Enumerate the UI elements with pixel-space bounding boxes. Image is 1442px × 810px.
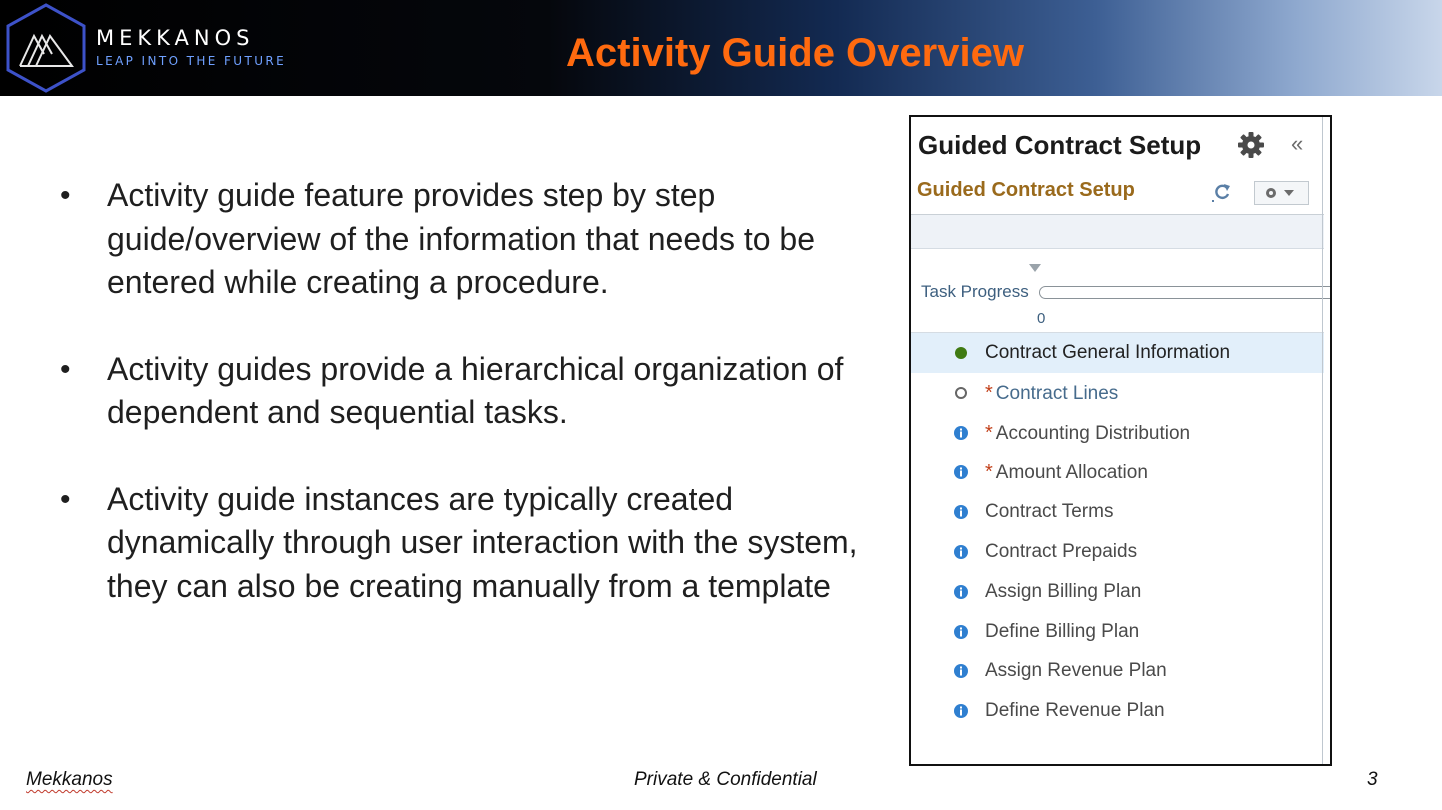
activity-guide-panel [909,115,1332,766]
task-row[interactable] [911,691,1324,731]
page-number: 3 [1367,769,1378,790]
guide-panel-title: Guided Contract Setup [918,130,1202,160]
task-row[interactable] [911,373,1324,413]
caret-down-icon [1028,263,1042,273]
info-icon [953,624,969,640]
info-icon [953,663,969,679]
task-label [985,621,1139,643]
info-icon [953,703,969,719]
task-label [985,501,1113,523]
task-label-text: Assign Revenue Plan [985,660,1167,682]
task-list [911,333,1324,731]
task-label [985,342,1230,364]
task-label-text: Contract Lines [995,382,1119,404]
info-icon [953,584,969,600]
gear-icon[interactable] [1236,130,1266,160]
info-icon [953,544,969,560]
brand-name: MEKKANOS [96,26,255,50]
task-row[interactable] [911,572,1324,612]
task-row[interactable] [911,492,1324,532]
task-label-text: Accounting Distribution [995,422,1191,444]
header-banner [0,0,1442,96]
bullet-text: Activity guide feature provides step by step guide/overview of the information that needs to be entered while creating a procedure. [107,177,815,300]
required-star-icon: * [985,461,993,484]
footer-company: Mekkanos [26,769,113,790]
task-label [985,382,1118,405]
task-label [985,700,1165,722]
task-row[interactable] [911,452,1324,492]
task-label-text: Contract Prepaids [985,540,1138,562]
bullet-item [60,478,890,609]
brand-tagline: LEAP INTO THE FUTURE [96,54,287,68]
bullet-marker: • [60,352,71,386]
task-label-text: Define Revenue Plan [985,700,1165,722]
actions-menu-button[interactable] [1254,181,1309,205]
info-icon [953,464,969,480]
bullet-item [60,174,890,305]
task-label [985,422,1190,445]
task-label-text: Assign Billing Plan [985,580,1142,602]
bullet-text: Activity guide instances are typically created dynamically through user interaction with the system, they can also be creating manually from a template [107,480,858,604]
task-row[interactable] [911,413,1324,453]
refresh-icon[interactable] [1212,181,1232,203]
mekkanos-logo-icon [4,2,88,94]
task-progress-section [911,249,1324,333]
task-progress-value: 0 [1037,310,1046,327]
task-label [985,461,1148,484]
bullet-text: Activity guides provide a hierarchical organization of dependent and sequential tasks. [107,350,844,430]
task-label [985,660,1167,682]
collapse-panel-button[interactable]: « [1291,131,1304,156]
guide-sub-title: Guided Contract Setup [917,179,1135,201]
gear-dropdown-icon [1255,182,1308,204]
footer-confidential: Private & Confidential [634,769,817,790]
task-row[interactable] [911,612,1324,652]
guide-toolbar-band [911,215,1324,249]
task-label [985,541,1137,563]
task-label-text: Amount Allocation [995,462,1148,484]
required-star-icon: * [985,421,993,444]
bullet-list [60,174,890,608]
slide-title: Activity Guide Overview [566,31,1024,75]
bullet-item [60,348,890,435]
task-label-text: Contract Terms [985,501,1114,523]
info-icon [953,504,969,520]
task-row[interactable] [911,333,1324,373]
guide-sub-header [911,171,1324,215]
task-row[interactable] [911,651,1324,691]
bullet-marker: • [60,482,71,516]
required-star-icon: * [985,381,993,404]
task-label [985,581,1141,603]
task-progress-label: Task Progress [921,282,1029,301]
task-label-text: Contract General Information [985,342,1231,363]
not-started-circle-icon [953,385,969,401]
task-row[interactable] [911,532,1324,572]
current-step-dot-icon [953,345,969,361]
info-icon [953,425,969,441]
bullet-marker: • [60,179,71,212]
task-label-text: Define Billing Plan [985,620,1140,642]
task-progress-bar [1039,286,1332,299]
